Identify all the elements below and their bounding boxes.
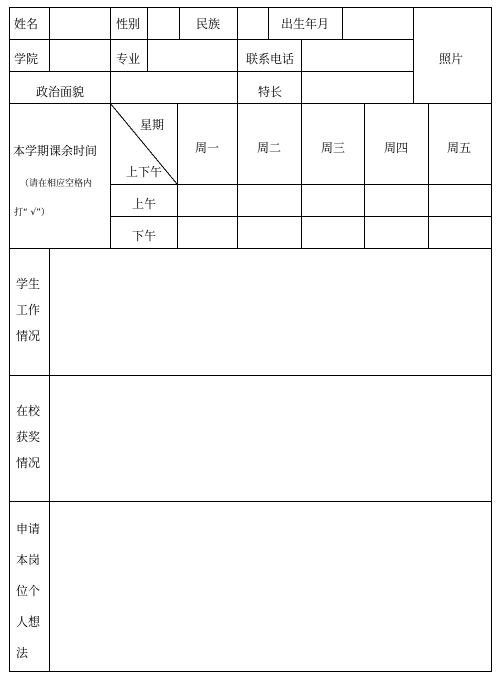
birth-label: 出生年月 xyxy=(281,17,330,31)
schedule-note-line2: 打“ √”） xyxy=(14,208,50,218)
apply-textarea[interactable] xyxy=(51,503,490,670)
schedule-title: 本学期课余时间 xyxy=(13,144,98,158)
college-input[interactable] xyxy=(51,41,109,70)
slot-thu-afternoon[interactable] xyxy=(365,217,428,248)
phone-label: 联系电话 xyxy=(246,52,295,66)
diag-header-weekday: 星期 xyxy=(140,118,165,132)
slot-fri-morning[interactable] xyxy=(429,185,491,216)
schedule-note-line1: （请在相应空格内 xyxy=(20,179,93,189)
slot-wed-afternoon[interactable] xyxy=(302,217,364,248)
slot-wed-morning[interactable] xyxy=(302,185,364,216)
diag-header-period: 上下午 xyxy=(126,165,163,179)
day-header-thu: 周四 xyxy=(384,141,409,155)
specialty-label: 特长 xyxy=(258,85,283,99)
award-section-label: 在校 获奖 情况 xyxy=(16,404,41,470)
slot-tue-morning[interactable] xyxy=(238,185,301,216)
ethnicity-input[interactable] xyxy=(239,9,267,38)
slot-mon-morning[interactable] xyxy=(178,185,237,216)
period-morning-label: 上午 xyxy=(132,197,157,211)
name-input[interactable] xyxy=(51,9,109,38)
political-label: 政治面貌 xyxy=(36,85,85,99)
college-label: 学院 xyxy=(14,52,39,66)
photo-box[interactable] xyxy=(414,8,491,103)
day-header-fri: 周五 xyxy=(447,141,472,155)
apply-section-label: 申请 本岗 位个 人想 法 xyxy=(16,522,41,660)
major-label: 专业 xyxy=(116,52,141,66)
gender-input[interactable] xyxy=(149,9,178,38)
major-input[interactable] xyxy=(149,41,236,70)
work-textarea[interactable] xyxy=(51,250,490,374)
specialty-input[interactable] xyxy=(303,73,412,102)
day-header-tue: 周二 xyxy=(257,141,282,155)
award-textarea[interactable] xyxy=(51,377,490,500)
slot-fri-afternoon[interactable] xyxy=(429,217,491,248)
slot-thu-morning[interactable] xyxy=(365,185,428,216)
political-input[interactable] xyxy=(112,73,236,102)
slot-mon-afternoon[interactable] xyxy=(178,217,237,248)
photo-label: 照片 xyxy=(439,52,464,66)
work-section-label: 学生 工作 情况 xyxy=(16,277,41,343)
phone-input[interactable] xyxy=(303,41,412,70)
ethnicity-label: 民族 xyxy=(196,17,221,31)
birth-input[interactable] xyxy=(344,9,412,38)
name-label: 姓名 xyxy=(14,17,39,31)
gender-label: 性别 xyxy=(116,17,141,31)
day-header-mon: 周一 xyxy=(195,141,220,155)
period-afternoon-label: 下午 xyxy=(132,229,157,243)
day-header-wed: 周三 xyxy=(321,141,346,155)
slot-tue-afternoon[interactable] xyxy=(238,217,301,248)
